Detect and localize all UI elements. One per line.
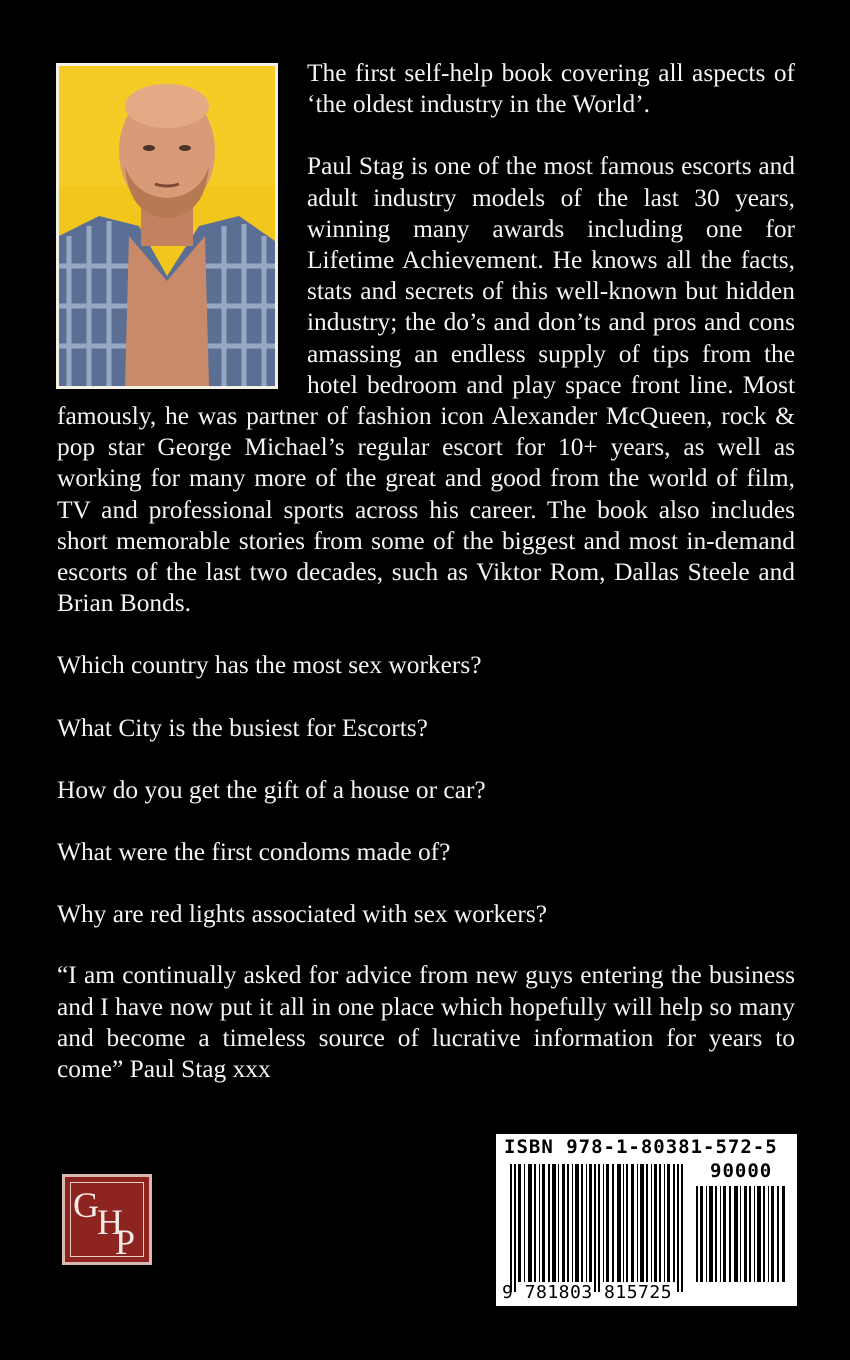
- back-cover-blurb: [57, 58, 795, 1085]
- ean-digits: 9 781803 815725: [502, 1282, 673, 1303]
- question-5: Why are red lights associated with sex workers?: [57, 900, 548, 929]
- isbn-label: ISBN 978-1-80381-572-5: [504, 1136, 778, 1158]
- photo-spacer: [57, 58, 307, 394]
- bio-paragraph: Paul Stag is one of the most famous escorts and adult industry models of the last 30 years, winning many awards including one for Lifetime Achievement. He knows all the facts, stats and secrets of this well-known but hidden industry; the do’s and don’ts and pros and cons amassing an endless supply of tips from the hotel bedroom and play space front line. Most famously, he was partner of fashion icon Alexander McQueen, rock & pop star George Michael’s regular escort for 10+ years, as well as working for many more of the great and good from the world of film, TV and professional sports across his career. The book also includes short memorable stories from some of the biggest and most in-demand escorts of the last two decades, such as Viktor Rom, Dallas Steele and Brian Bonds.: [57, 152, 795, 618]
- publisher-logo-letter-g: G: [73, 1185, 99, 1225]
- question-2: What City is the busiest for Escorts?: [57, 713, 428, 742]
- question-4: What were the first condoms made of?: [57, 838, 451, 867]
- question-3: How do you get the gift of a house or car?: [57, 775, 486, 804]
- barcode-bars-graphic: [496, 1134, 797, 1306]
- isbn-barcode: [496, 1134, 797, 1306]
- author-quote: “I am continually asked for advice from new guys entering the business and I have now put it all in one place which hopefully will help so many and become a timeless source of lucrative information for years to come” Paul Stag xxx: [57, 961, 795, 1084]
- question-1: Which country has the most sex workers?: [57, 651, 482, 680]
- price-code: 90000: [710, 1160, 773, 1182]
- publisher-logo-letter-h: H: [97, 1202, 123, 1242]
- publisher-logo-letter-p: P: [115, 1222, 136, 1262]
- publisher-logo: [62, 1174, 152, 1265]
- intro-paragraph: The first self-help book covering all aspects of ‘the oldest industry in the World’.: [307, 59, 795, 119]
